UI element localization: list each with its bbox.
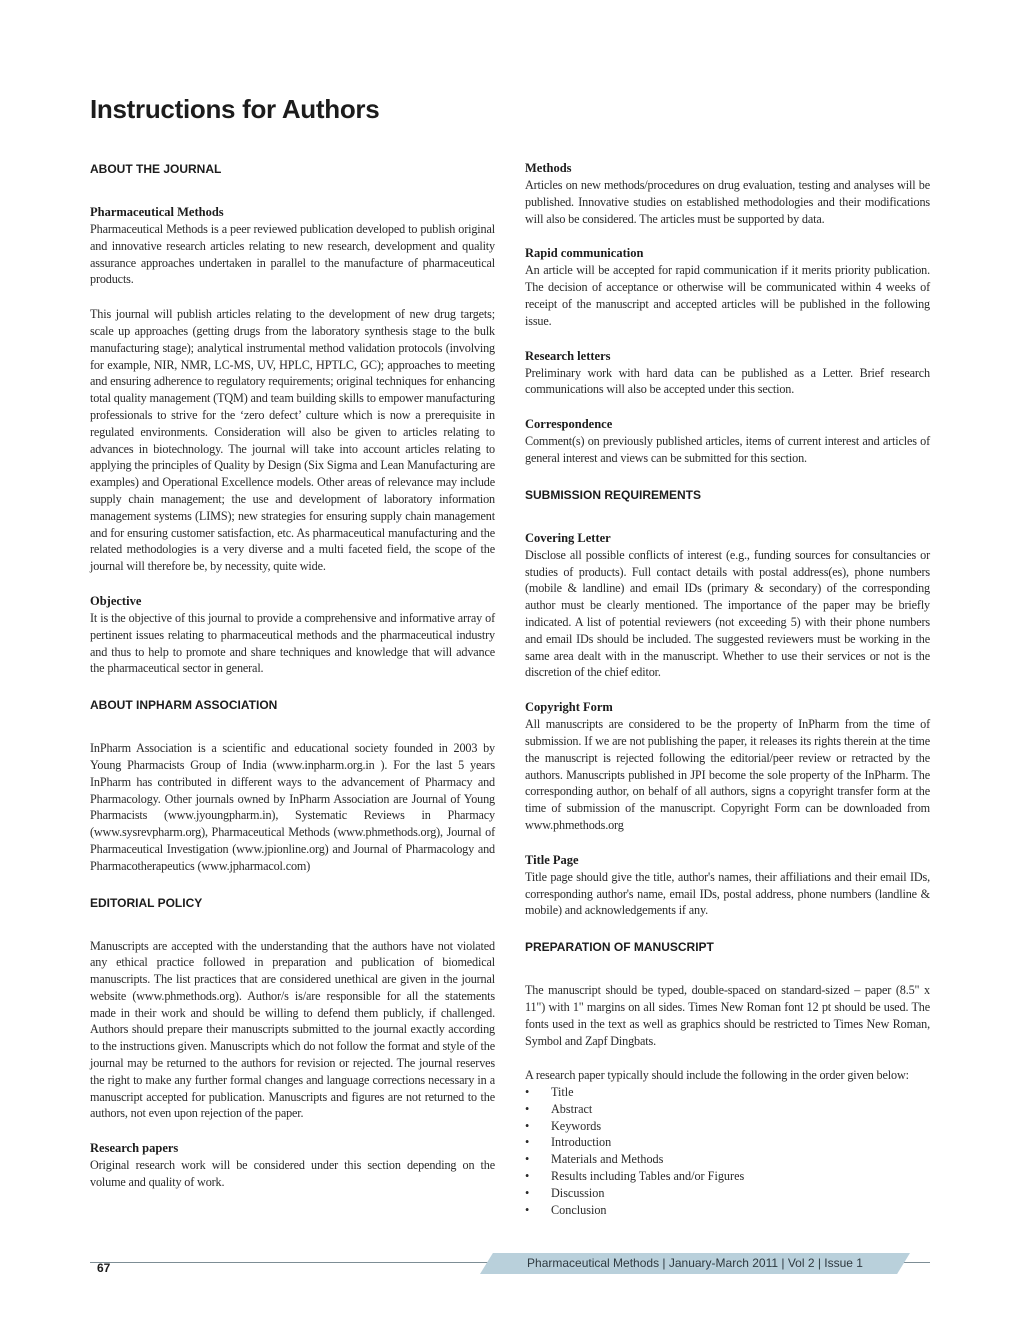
subheading-pharmaceutical-methods: Pharmaceutical Methods (90, 205, 224, 219)
paragraph-research-papers: Original research work will be considered under this section depending on the volume and quality of work. (90, 1158, 495, 1190)
paragraph-list-intro: A research paper typically should include the following in the order given below: (525, 1068, 909, 1083)
paragraph-title-page: Title page should give the title, author's names, their affiliations and their email IDs, corresponding author's name, email IDs, postal address, phone numbers (landline & mobile) and acknowledgements if any. (525, 869, 930, 918)
subheading-correspondence: Correspondence (525, 417, 613, 432)
paragraph-objective: It is the objective of this journal to provide a comprehensive and informative array of pertinent issues relating to pharmaceutical methods and the pharmaceutical industry and thus to help to promote and share techniques and knowledge that will advance the pharmaceutical sector in general. (90, 610, 495, 676)
subheading-objective: Objective (90, 593, 142, 608)
heading-preparation-of-manuscript: PREPARATION OF MANUSCRIPT (525, 940, 714, 955)
manuscript-sections-list (525, 1084, 930, 1218)
paragraph-manuscript-format: The manuscript should be typed, double-spaced on standard-sized – paper (8.5" x 11") with 1" margins on all sides. Times New Roman font 12 pt should be used. The fonts used in the text as well as graphics should be restricted to Times New Roman, Symbol and Zapf Dingbats. (525, 983, 930, 1048)
paragraph-inpharm: InPharm Association is a scientific and educational society founded in 2003 by Young Pharmacists Group of India (www.inpharm.org.in ). For the last 5 years InPharm has contributed in different ways to the advancement of Pharmacy and Pharmacology. Other journals owned by InPharm Association are Journal of Young Pharmacists (www.jyoungpharm.in), Systematic Reviews in Pharmacy (www.sysrevpharm.org), Pharmaceutical Methods (www.phmethods.org), Journal of Pharmaceutical Investigation (www.jpionline.org) and Journal of Pharmacology and Pharmacotherapeutics (www.jpharmacol.com) (90, 741, 495, 873)
list-item: • Abstract (525, 1101, 930, 1118)
heading-editorial-policy: EDITORIAL POLICY (90, 895, 203, 910)
list-item: • Conclusion (525, 1202, 930, 1219)
paragraph-copyright-form: All manuscripts are considered to be the property of InPharm from the time of submission. If we are not publishing the paper, it releases its rights therein at the time the manuscript is rejected following the editorial/peer review or retracted by the authors. Manuscripts published in JPI become the sole property of the InPharm. The corresponding author, on behalf of all authors, signs a copyright transfer form at the time of submission of the manuscript. Copyright Form can be downloaded from www.phmethods.org (525, 717, 930, 832)
paragraph-research-letters: Preliminary work with hard data can be published as a Letter. Brief research communications will also be accepted under this section. (525, 365, 930, 397)
subheading-research-papers: Research papers (90, 1141, 179, 1156)
list-item: • Discussion (525, 1185, 930, 1202)
subheading-covering-letter: Covering Letter (525, 530, 611, 545)
paragraph-rapid-communication: An article will be accepted for rapid communication if it merits priority publication. The decision of acceptance or otherwise will be communicated within 4 weeks of receipt of the manuscript and accepted articles will be published in the following issue. (525, 263, 930, 328)
subheading-title-page: Title Page (525, 852, 579, 867)
heading-about-journal: ABOUT THE JOURNAL (90, 162, 222, 176)
paragraph-journal-scope: This journal will publish articles relating to the development of new drug targets; scale up approaches (getting drugs from the laboratory synthesis stage to the bulk manufacturing stage); analytical instrumental method validation protocols (involving for example, NIR, NMR, LC-MS, UV, HPLC, HPTLC, GC); approaches to meeting and ensuring adherence to regulatory requirements; original techniques for enhancing total quality management (TQM) and team building skills to empower manufacturing professionals to strive for the ‘zero defect’ culture which is now a prerequisite in regulated environments. Consideration will also be given to articles relating to advances in biotechnology. The journal will take into account articles relating to applying the principles of Quality by Design (Six Sigma and Lean Manufacturing are examples) and Operational Excellence models. Other areas of relevance may include supply chain management; the use and development of laboratory information management systems (LIMS); new strategies for ensuring supply chain management and for ensuring customer satisfaction, etc. As pharmaceutical manufacturing and the related methodologies is a very diverse and a multi faceted field, the scope of the journal will therefore be, by necessity, quite wide. (90, 307, 495, 574)
heading-about-inpharm: ABOUT INPHARM ASSOCIATION (90, 698, 278, 713)
list-item: • Introduction (525, 1134, 930, 1151)
left-column (90, 160, 495, 1191)
paragraph-editorial-policy: Manuscripts are accepted with the understanding that the authors have not violated any ethical practice followed in preparation and publication of biomedical manuscripts. The list practices that are considered unethical are given in the journal website (www.phmethods.org). Author/s is/are responsible for all the statements made in their work and should be willing to defend them publicly, if challenged. Authors should prepare their manuscripts submitted to the journal exactly according to the instructions given. Manuscripts which do not follow the format and style of the journal may be returned to the authors for revision or rejected. The journal reserves the right to make any further formal changes and language corrections necessary in a manuscript accepted for publication. Manuscripts and figures are not returned to the authors, not even upon rejection of the paper. (90, 938, 495, 1121)
list-item: • Results including Tables and/or Figures (525, 1168, 930, 1185)
subheading-copyright-form: Copyright Form (525, 700, 613, 715)
page-number: 67 (97, 1261, 111, 1275)
list-item: • Materials and Methods (525, 1151, 930, 1168)
footer-journal-info: Pharmaceutical Methods | January-March 2011 | Vol 2 | Issue 1 (527, 1256, 863, 1270)
paragraph-methods: Articles on new methods/procedures on drug evaluation, testing and analyses will be published. Innovative studies on established methodologies and their modifications will also be considered. The articles must be supported by data. (525, 178, 930, 226)
page-title: Instructions for Authors (90, 94, 380, 124)
paragraph-pharmaceutical-methods: Pharmaceutical Methods is a peer reviewed publication developed to publish original and innovative research articles relating to new research, development and quality assurance approaches undertaken in parallel to the manufacture of pharmaceutical products. (90, 222, 495, 287)
list-item: • Title (525, 1084, 930, 1101)
paragraph-correspondence: Comment(s) on previously published articles, items of current interest and articles of general interest and views can be submitted for this section. (525, 434, 930, 465)
paragraph-covering-letter: Disclose all possible conflicts of interest (e.g., funding sources for consultancies or studies of products). Full contact details with postal address(es), phone numbers (mobile & landline) and email IDs (primary & secondary) of the corresponding author must be clearly mentioned. The importance of the paper may be briefly indicated. A list of potential reviewers (not exceeding 5) with their phone numbers and email IDs should be included. The suggested reviewers must be working in the same area dealt with in the manuscript. Whether to use their services or not is the discretion of the chief editor. (525, 547, 930, 680)
subheading-rapid-communication: Rapid communication (525, 246, 644, 261)
heading-submission-requirements: SUBMISSION REQUIREMENTS (525, 487, 702, 502)
subheading-methods: Methods (525, 161, 572, 175)
list-item: • Keywords (525, 1118, 930, 1135)
right-column (525, 160, 930, 1218)
subheading-research-letters: Research letters (525, 348, 611, 363)
